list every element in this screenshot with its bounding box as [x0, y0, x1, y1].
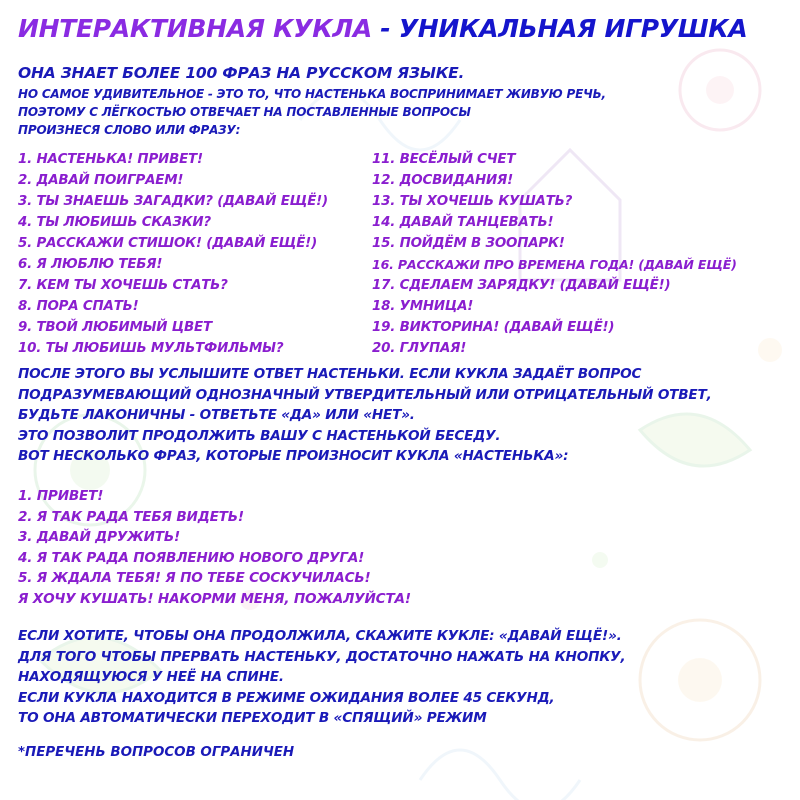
phrase-list-left [18, 149, 328, 359]
list-item: 11. ВЕСЁЛЫЙ СЧЕТ [372, 152, 516, 167]
title-separator: - [371, 14, 399, 43]
list-item: 9. ТВОЙ ЛЮБИМЫЙ ЦВЕТ [18, 320, 212, 335]
paragraph-line: ЭТО ПОЗВОЛИТ ПРОДОЛЖИТЬ ВАШУ С НАСТЕНЬКОЙ БЕСЕДУ. [18, 427, 501, 444]
list-item: 20. ГЛУПАЯ! [372, 341, 467, 356]
intro-line: НО САМОЕ УДИВИТЕЛЬНОЕ - ЭТО ТО, ЧТО НАСТЕНЬКА ВОСПРИНИМАЕТ ЖИВУЮ РЕЧЬ, [18, 87, 606, 101]
list-item: 13. ТЫ ХОЧЕШЬ КУШАТЬ? [372, 194, 573, 209]
title-part-1: ИНТЕРАКТИВНАЯ КУКЛА [18, 14, 372, 43]
list-item: 3. ДАВАЙ ДРУЖИТЬ! [18, 529, 180, 545]
paragraph-line: БУДЬТЕ ЛАКОНИЧНЫ - ОТВЕТЬТЕ «ДА» ИЛИ «НЕТ». [18, 407, 415, 423]
paragraph-line: ДЛЯ ТОГО ЧТОБЫ ПРЕРВАТЬ НАСТЕНЬКУ, ДОСТАТОЧНО НАЖАТЬ НА КНОПКУ, [18, 648, 626, 665]
list-item: 8. ПОРА СПАТЬ! [18, 299, 139, 314]
doll-phrase-list [18, 486, 411, 609]
paragraph-line: ЕСЛИ ХОТИТЕ, ЧТОБЫ ОНА ПРОДОЛЖИЛА, СКАЖИТЕ КУКЛЕ: «ДАВАЙ ЕЩЁ!». [18, 628, 622, 644]
intro-lead: ОНА ЗНАЕТ БОЛЕЕ 100 ФРАЗ НА РУССКОМ ЯЗЫКЕ. [18, 64, 465, 82]
list-item: Я ХОЧУ КУШАТЬ! НАКОРМИ МЕНЯ, ПОЖАЛУЙСТА! [18, 590, 411, 607]
list-item: 15. ПОЙДЁМ В ЗООПАРК! [372, 236, 565, 251]
paragraph-line: ПОСЛЕ ЭТОГО ВЫ УСЛЫШИТЕ ОТВЕТ НАСТЕНЬКИ. ЕСЛИ КУКЛА ЗАДАЁТ ВОПРОС [18, 366, 642, 382]
paragraph-line: ТО ОНА АВТОМАТИЧЕСКИ ПЕРЕХОДИТ В «СПЯЩИЙ» РЕЖИМ [18, 710, 487, 726]
instructions-block [18, 626, 625, 729]
list-item: 5. Я ЖДАЛА ТЕБЯ! Я ПО ТЕБЕ СОСКУЧИЛАСЬ! [18, 570, 371, 586]
list-item: 17. СДЕЛАЕМ ЗАРЯДКУ! (ДАВАЙ ЕЩЁ!) [372, 278, 671, 293]
title-part-2: УНИКАЛЬНАЯ ИГРУШКА [398, 14, 748, 43]
list-item: 6. Я ЛЮБЛЮ ТЕБЯ! [18, 257, 163, 272]
paragraph-line: ЕСЛИ КУКЛА НАХОДИТСЯ В РЕЖИМЕ ОЖИДАНИЯ ВОЛЕЕ 45 СЕКУНД, [18, 689, 555, 706]
list-item: 2. Я ТАК РАДА ТЕБЯ ВИДЕТЬ! [18, 508, 244, 525]
page-title [18, 14, 747, 43]
list-item: 7. КЕМ ТЫ ХОЧЕШЬ СТАТЬ? [18, 278, 228, 293]
list-item: 1. НАСТЕНЬКА! ПРИВЕТ! [18, 152, 203, 167]
list-item: 12. ДОСВИДАНИЯ! [372, 173, 514, 188]
intro-line: ПОЭТОМУ С ЛЁГКОСТЬЮ ОТВЕЧАЕТ НА ПОСТАВЛЕННЫЕ ВОПРОСЫ [18, 105, 471, 119]
paragraph-line: НАХОДЯЩУЮСЯ У НЕЁ НА СПИНЕ. [18, 669, 284, 685]
list-item: 4. Я ТАК РАДА ПОЯВЛЕНИЮ НОВОГО ДРУГА! [18, 549, 365, 566]
list-item: 19. ВИКТОРИНА! (ДАВАЙ ЕЩЁ!) [372, 320, 615, 335]
list-item: 2. ДАВАЙ ПОИГРАЕМ! [18, 173, 184, 188]
list-item: 3. ТЫ ЗНАЕШЬ ЗАГАДКИ? (ДАВАЙ ЕЩЁ!) [18, 194, 328, 209]
list-item: 5. РАССКАЖИ СТИШОК! (ДАВАЙ ЕЩЁ!) [18, 236, 317, 251]
list-item: 16. РАССКАЖИ ПРО ВРЕМЕНА ГОДА! (ДАВАЙ ЕЩЁ) [372, 257, 737, 272]
list-item: 10. ТЫ ЛЮБИШЬ МУЛЬТФИЛЬМЫ? [18, 341, 284, 356]
list-item: 4. ТЫ ЛЮБИШЬ СКАЗКИ? [18, 215, 211, 230]
list-item: 18. УМНИЦА! [372, 299, 474, 314]
intro-line: ПРОИЗНЕСЯ СЛОВО ИЛИ ФРАЗУ: [18, 123, 241, 137]
paragraph-line: ВОТ НЕСКОЛЬКО ФРАЗ, КОТОРЫЕ ПРОИЗНОСИТ КУКЛА «НАСТЕНЬКА»: [18, 448, 569, 464]
list-item: 1. ПРИВЕТ! [18, 488, 104, 504]
phrase-list-right [372, 149, 737, 359]
list-item: 14. ДАВАЙ ТАНЦЕВАТЬ! [372, 215, 554, 230]
paragraph-line: ПОДРАЗУМЕВАЮЩИЙ ОДНОЗНАЧНЫЙ УТВЕРДИТЕЛЬНЫЙ ИЛИ ОТРИЦАТЕЛЬНЫЙ ОТВЕТ, [18, 386, 712, 403]
footnote: *ПЕРЕЧЕНЬ ВОПРОСОВ ОГРАНИЧЕН [18, 745, 295, 760]
answer-block [18, 364, 712, 467]
